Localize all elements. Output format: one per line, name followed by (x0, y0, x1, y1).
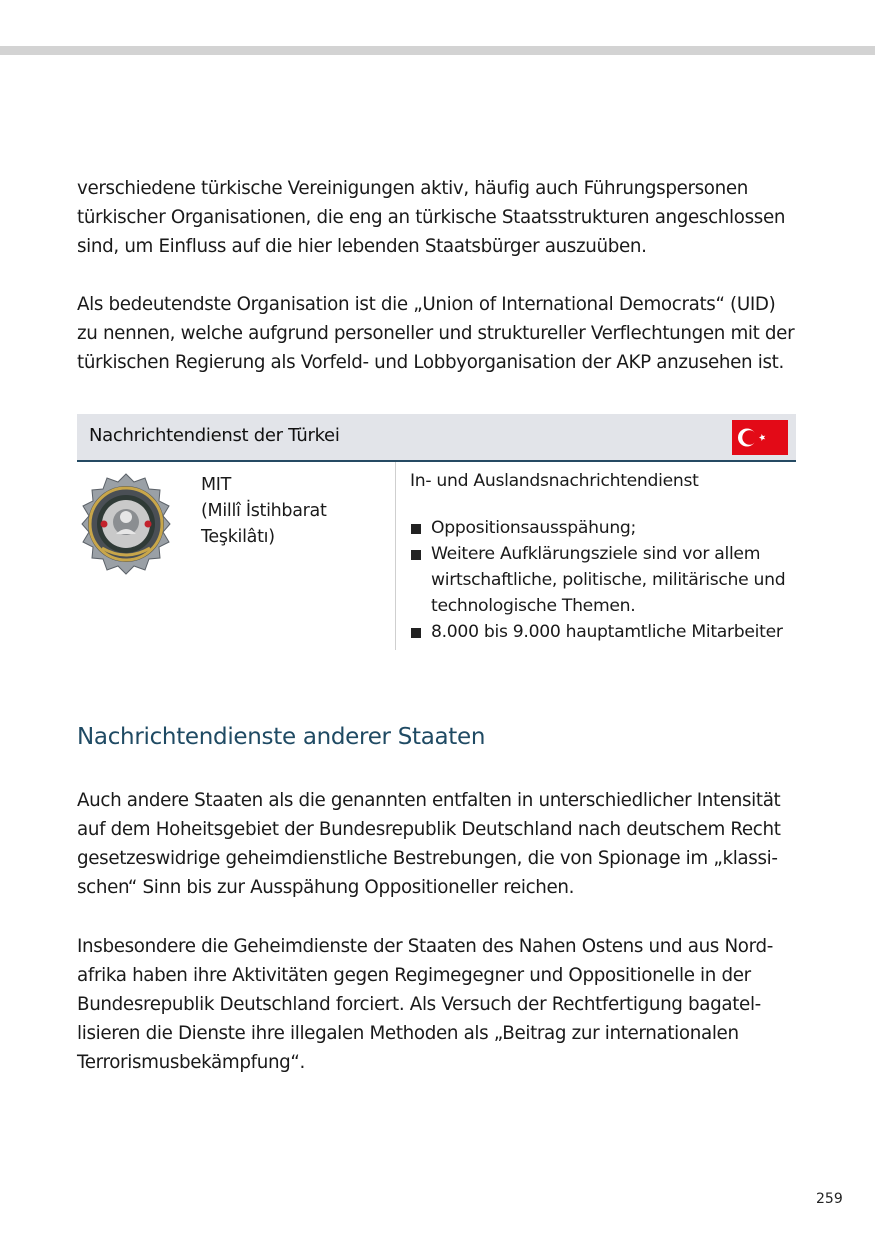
text-line: zu nennen, welche aufgrund personeller und struktureller Verflechtungen mit der (77, 323, 795, 344)
agency-name (201, 472, 391, 550)
text-line: lisieren die Dienste ihre illegalen Methoden als „Beitrag zur internationalen (77, 1023, 739, 1044)
bullet-item (410, 541, 800, 619)
bullet-line: Weitere Aufklärungsziele sind vor allem (431, 544, 761, 564)
turkey-flag-icon (732, 420, 788, 455)
bullet-line: 8.000 bis 9.000 hauptamtliche Mitarbeiter (431, 622, 783, 642)
text-line: verschiedene türkische Vereinigungen aktiv, häufig auch Führungspersonen (77, 178, 749, 199)
agency-type: In- und Auslandsnachrichtendienst (410, 471, 699, 491)
text-line: auf dem Hoheitsgebiet der Bundesrepublik Deutschland nach deutschem Recht (77, 819, 781, 840)
text-line: Bundesrepublik Deutschland forciert. Als Versuch der Rechtfertigung bagatel- (77, 994, 761, 1015)
info-box-header (77, 414, 796, 462)
text-line: sind, um Einfluss auf die hier lebenden Staatsbürger auszuüben. (77, 236, 647, 257)
bullet-square-icon (411, 628, 421, 638)
text-line: Auch andere Staaten als die genannten entfalten in unterschiedlicher Intensität (77, 790, 781, 811)
text-line: türkischen Regierung als Vorfeld- und Lobbyorganisation der AKP anzusehen ist. (77, 352, 784, 373)
bullet-line: wirtschaftliche, politische, militärische und (431, 570, 786, 590)
top-rule (0, 46, 875, 55)
agency-name-line: Teşkilâtı) (201, 527, 275, 547)
section-paragraph-2 (77, 932, 801, 1077)
section-paragraph-1 (77, 786, 801, 902)
intro-paragraph-1 (77, 174, 801, 261)
agency-name-line: (Millî İstihbarat (201, 501, 327, 521)
text-line: schen“ Sinn bis zur Ausspähung Oppositioneller reichen. (77, 877, 575, 898)
agency-name-line: MIT (201, 475, 232, 495)
bullet-line: Oppositionsausspähung; (431, 518, 637, 538)
mit-emblem-icon (74, 472, 178, 576)
section-heading: Nachrichtendienste anderer Staaten (77, 724, 486, 750)
text-line: gesetzeswidrige geheimdienstliche Bestrebungen, die von Spionage im „klassi- (77, 848, 778, 869)
text-line: türkischer Organisationen, die eng an türkische Staatsstrukturen angeschlossen (77, 207, 786, 228)
bullet-item (410, 619, 800, 645)
bullet-square-icon (411, 524, 421, 534)
column-divider (395, 462, 396, 650)
intro-paragraph-2 (77, 290, 801, 377)
bullet-item (410, 515, 800, 541)
agency-bullet-list (410, 515, 800, 645)
info-box-title: Nachrichtendienst der Türkei (89, 425, 340, 446)
text-line: Terrorismusbekämpfung“. (77, 1052, 306, 1073)
text-line: afrika haben ihre Aktivitäten gegen Regimegegner und Oppositionelle in der (77, 965, 751, 986)
page-number: 259 (816, 1191, 843, 1207)
text-line: Insbesondere die Geheimdienste der Staaten des Nahen Ostens und aus Nord- (77, 936, 773, 957)
bullet-line: technologische Themen. (431, 596, 636, 616)
text-line: Als bedeutendste Organisation ist die „Union of International Democrats“ (UID) (77, 294, 776, 315)
bullet-square-icon (411, 550, 421, 560)
